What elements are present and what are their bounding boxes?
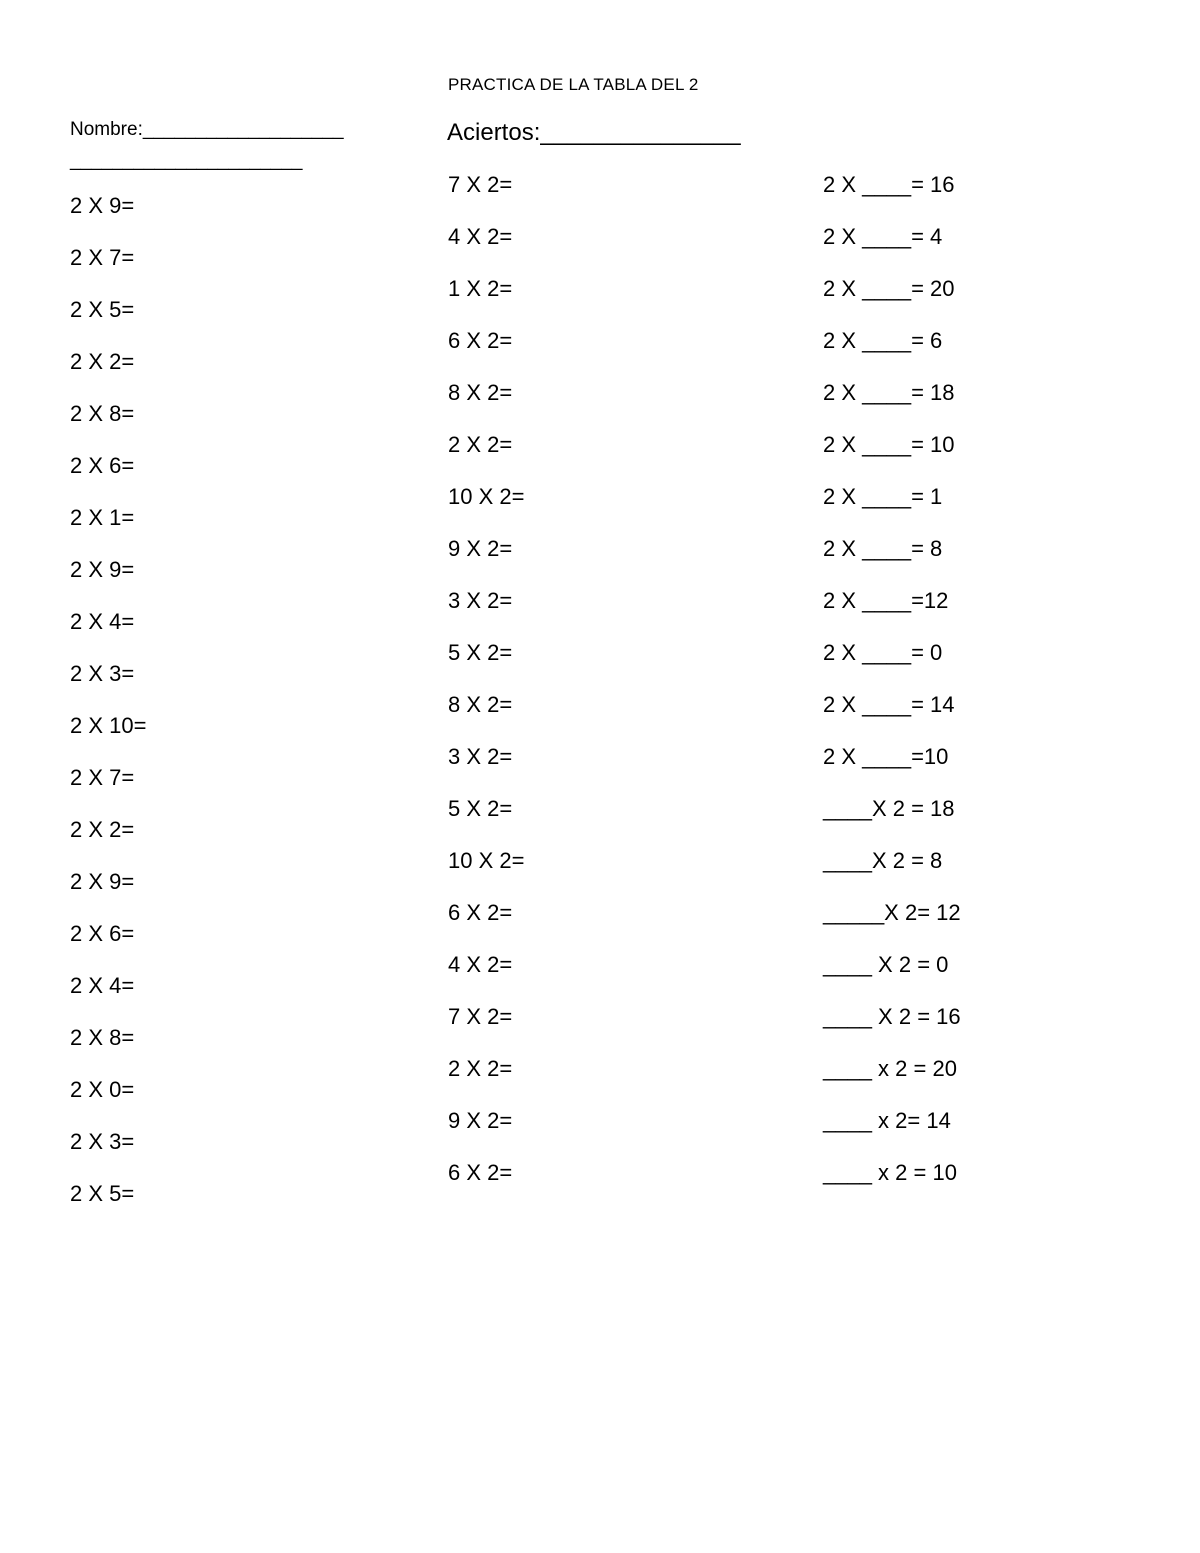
exercise-item: 2 X 9=	[70, 869, 135, 894]
exercise-item: 10 X 2=	[448, 484, 525, 509]
exercise-item: 2 X 4=	[70, 609, 135, 634]
exercise-item: 2 X ____= 4	[823, 224, 943, 249]
exercise-item: 2 X 2=	[448, 432, 513, 457]
exercise-item: 2 X ____= 6	[823, 328, 943, 353]
exercise-item: 3 X 2=	[448, 588, 513, 613]
exercise-item: ____ X 2 = 16	[823, 1004, 961, 1029]
exercise-item: 2 X ____= 1	[823, 484, 943, 509]
page-title: PRACTICA DE LA TABLA DEL 2	[448, 75, 699, 94]
exercise-item: 2 X ____= 0	[823, 640, 943, 665]
exercise-item: 7 X 2=	[448, 1004, 513, 1029]
exercise-column-right	[823, 171, 961, 1211]
exercise-item: 3 X 2=	[448, 744, 513, 769]
exercise-item: 6 X 2=	[448, 328, 513, 353]
exercise-item: 7 X 2=	[448, 172, 513, 197]
exercise-item: 8 X 2=	[448, 692, 513, 717]
exercise-item: ____X 2 = 8	[823, 848, 943, 873]
exercise-item: ____ x 2 = 20	[823, 1056, 957, 1081]
nombre-field-continuation[interactable]: ______________________	[70, 150, 303, 171]
exercise-item: 5 X 2=	[448, 640, 513, 665]
exercise-item: 4 X 2=	[448, 224, 513, 249]
nombre-field[interactable]: Nombre:___________________	[70, 119, 344, 140]
exercise-item: 2 X ____= 14	[823, 692, 955, 717]
exercise-item: 2 X 5=	[70, 1181, 135, 1206]
exercise-item: 6 X 2=	[448, 1160, 513, 1185]
exercise-column-middle	[448, 171, 524, 1211]
exercise-item: 2 X ____= 16	[823, 172, 955, 197]
exercise-item: 2 X 7=	[70, 245, 135, 270]
exercise-item: 4 X 2=	[448, 952, 513, 977]
exercise-item: 2 X 1=	[70, 505, 135, 530]
exercise-item: 2 X 8=	[70, 401, 135, 426]
exercise-item: 2 X 3=	[70, 1129, 135, 1154]
exercise-item: ____ x 2 = 10	[823, 1160, 957, 1185]
exercise-item: 2 X ____=12	[823, 588, 949, 613]
exercise-item: 8 X 2=	[448, 380, 513, 405]
exercise-item: ____ x 2= 14	[823, 1108, 951, 1133]
exercise-item: 2 X ____= 10	[823, 432, 955, 457]
exercise-item: ____ X 2 = 0	[823, 952, 949, 977]
exercise-item: 2 X 2=	[70, 349, 135, 374]
exercise-item: 2 X 0=	[70, 1077, 135, 1102]
exercise-item: 2 X ____= 8	[823, 536, 943, 561]
exercise-item: 2 X 9=	[70, 557, 135, 582]
exercise-column-left	[70, 192, 146, 1232]
exercise-item: 2 X 2=	[70, 817, 135, 842]
exercise-item: 9 X 2=	[448, 1108, 513, 1133]
exercise-item: 2 X ____=10	[823, 744, 949, 769]
exercise-item: 1 X 2=	[448, 276, 513, 301]
exercise-item: 2 X 8=	[70, 1025, 135, 1050]
exercise-item: 2 X 3=	[70, 661, 135, 686]
exercise-item: 6 X 2=	[448, 900, 513, 925]
exercise-item: 2 X ____= 20	[823, 276, 955, 301]
exercise-item: 9 X 2=	[448, 536, 513, 561]
exercise-item: 2 X 4=	[70, 973, 135, 998]
exercise-item: 2 X 6=	[70, 453, 135, 478]
exercise-item: 2 X 10=	[70, 713, 147, 738]
exercise-item: 2 X ____= 18	[823, 380, 955, 405]
exercise-item: _____X 2= 12	[823, 900, 961, 925]
exercise-item: ____X 2 = 18	[823, 796, 955, 821]
exercise-item: 10 X 2=	[448, 848, 525, 873]
exercise-item: 5 X 2=	[448, 796, 513, 821]
exercise-item: 2 X 9=	[70, 193, 135, 218]
aciertos-field[interactable]: Aciertos:_______________	[447, 119, 741, 146]
exercise-item: 2 X 7=	[70, 765, 135, 790]
exercise-item: 2 X 6=	[70, 921, 135, 946]
exercise-item: 2 X 5=	[70, 297, 135, 322]
exercise-item: 2 X 2=	[448, 1056, 513, 1081]
